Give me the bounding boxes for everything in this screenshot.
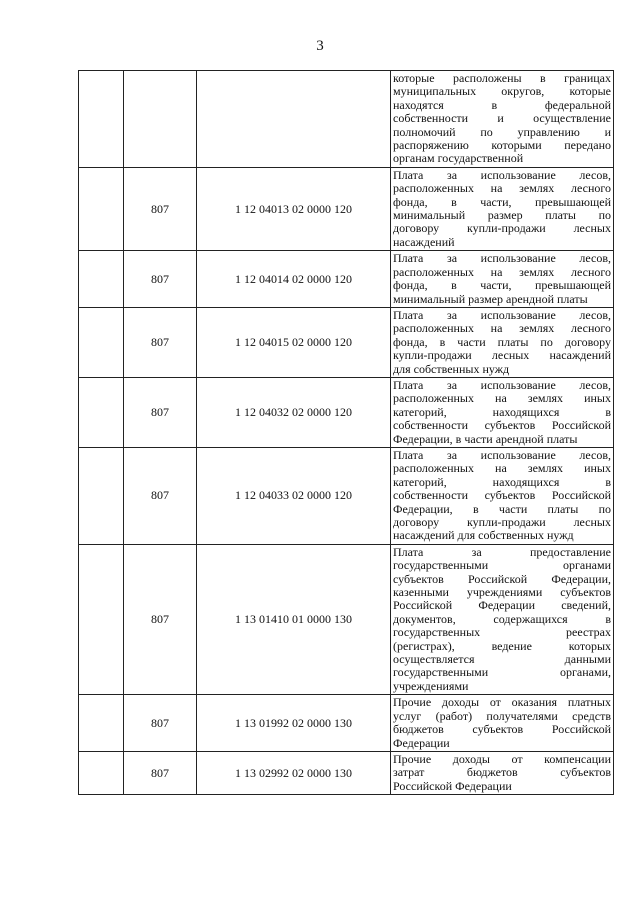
- description-line: Плата за использование лесов,: [393, 377, 611, 392]
- description-line: Российской Федерации сведений,: [393, 598, 611, 613]
- admin-code-cell: 807: [124, 251, 197, 308]
- description-line: минимальный размер платы по: [393, 208, 611, 223]
- description-line: расположенных на землях иных: [393, 391, 611, 406]
- table-row: [79, 447, 614, 544]
- description-line: Прочие доходы от компенсации: [393, 751, 611, 766]
- description-line: договору купли-продажи лесных: [393, 221, 611, 236]
- description-line: Плата за использование лесов,: [393, 251, 611, 266]
- table-row: [79, 751, 614, 794]
- admin-code-cell: 807: [124, 544, 197, 694]
- description-line: Федерации: [393, 735, 450, 750]
- description-line: расположенных на землях лесного: [393, 181, 611, 196]
- description-cell: [391, 307, 614, 377]
- table-row: [79, 695, 614, 752]
- description-line: услуг (работ) получателями средств: [393, 708, 611, 723]
- description-line: Плата за использование лесов,: [393, 167, 611, 182]
- row-number-cell: [79, 377, 124, 447]
- description-line: государственными органами,: [393, 665, 611, 680]
- description-line: собственности субъектов Российской: [393, 418, 611, 433]
- description-line: которые расположены в границах: [393, 71, 611, 85]
- admin-code-cell: 807: [124, 307, 197, 377]
- description-line: для собственных нужд: [393, 361, 510, 376]
- description-line: Плата за использование лесов,: [393, 307, 611, 322]
- row-number-cell: [79, 251, 124, 308]
- description-line: расположенных на землях лесного: [393, 321, 611, 336]
- description-cell: [391, 447, 614, 544]
- description-line: Плата за использование лесов,: [393, 447, 611, 462]
- admin-code-cell: 807: [124, 751, 197, 794]
- description-line: муниципальных округов, которые: [393, 84, 611, 99]
- description-cell: [391, 544, 614, 694]
- description-line: бюджетов субъектов Российской: [393, 722, 611, 737]
- description-line: собственности субъектов Российской: [393, 488, 611, 503]
- page-number: 3: [316, 38, 324, 54]
- description-line: полномочий по управлению и: [393, 124, 611, 139]
- table-row: [79, 544, 614, 694]
- table-row: [79, 377, 614, 447]
- description-line: насаждений: [393, 234, 455, 249]
- description-cell: [391, 251, 614, 308]
- description-cell: [391, 377, 614, 447]
- description-line: расположенных на землях лесного: [393, 264, 611, 279]
- admin-code-cell: 807: [124, 377, 197, 447]
- table-row: [79, 307, 614, 377]
- admin-code-cell: 807: [124, 447, 197, 544]
- description-line: купли-продажи лесных насаждений: [393, 348, 611, 363]
- revenue-code-cell: 1 12 04032 02 0000 120: [197, 377, 391, 447]
- description-line: государственными органами: [393, 558, 611, 573]
- revenue-code-cell: 1 12 04033 02 0000 120: [197, 447, 391, 544]
- description-cell: [391, 695, 614, 752]
- row-number-cell: [79, 695, 124, 752]
- description-cell: [391, 167, 614, 250]
- description-cell: [391, 751, 614, 794]
- row-number-cell: [79, 751, 124, 794]
- description-line: распоряжению которыми передано: [393, 138, 611, 153]
- description-cell: [391, 71, 614, 168]
- revenue-code-cell: 1 12 04015 02 0000 120: [197, 307, 391, 377]
- description-line: Российской Федерации: [393, 778, 512, 793]
- table-row: [79, 251, 614, 308]
- description-line: осуществляется данными: [393, 652, 611, 667]
- table-row: [79, 167, 614, 250]
- description-line: документов, содержащихся в: [393, 611, 611, 626]
- description-line: (регистрах), ведение которых: [393, 638, 611, 653]
- row-number-cell: [79, 167, 124, 250]
- description-line: категорий, находящихся в: [393, 474, 611, 489]
- description-line: учреждениями: [393, 678, 469, 693]
- revenue-code-cell: 1 13 01992 02 0000 130: [197, 695, 391, 752]
- description-line: минимальный размер арендной платы: [393, 291, 588, 306]
- description-line: Федерации, в части арендной платы: [393, 431, 578, 446]
- row-number-cell: [79, 71, 124, 168]
- row-number-cell: [79, 447, 124, 544]
- description-line: казенными учреждениями субъектов: [393, 585, 611, 600]
- table-body: [79, 71, 614, 795]
- admin-code-cell: 807: [124, 695, 197, 752]
- description-line: фонда, в части, превышающей: [393, 278, 611, 293]
- description-line: субъектов Российской Федерации,: [393, 571, 611, 586]
- table-row: [79, 71, 614, 168]
- description-line: затрат бюджетов субъектов: [393, 765, 611, 780]
- description-line: органам государственной: [393, 151, 524, 166]
- description-line: Прочие доходы от оказания платных: [393, 695, 611, 710]
- row-number-cell: [79, 544, 124, 694]
- description-line: государственных реестрах: [393, 625, 611, 640]
- revenue-code-cell: 1 12 04014 02 0000 120: [197, 251, 391, 308]
- revenue-code-cell: 1 13 02992 02 0000 130: [197, 751, 391, 794]
- description-line: фонда, в части платы по договору: [393, 334, 611, 349]
- description-line: категорий, находящихся в: [393, 404, 611, 419]
- revenue-code-cell: [197, 71, 391, 168]
- description-line: расположенных на землях иных: [393, 461, 611, 476]
- admin-code-cell: 807: [124, 167, 197, 250]
- description-line: Плата за предоставление: [393, 544, 611, 559]
- description-line: находятся в федеральной: [393, 97, 611, 112]
- description-line: договору купли-продажи лесных: [393, 515, 611, 529]
- admin-code-cell: [124, 71, 197, 168]
- revenue-code-table: [78, 70, 614, 795]
- revenue-code-cell: 1 13 01410 01 0000 130: [197, 544, 391, 694]
- description-line: насаждений для собственных нужд: [393, 528, 574, 543]
- revenue-code-cell: 1 12 04013 02 0000 120: [197, 167, 391, 250]
- description-line: Федерации, в части платы по: [393, 501, 611, 516]
- description-line: фонда, в части, превышающей: [393, 194, 611, 209]
- description-line: собственности и осуществление: [393, 111, 611, 126]
- row-number-cell: [79, 307, 124, 377]
